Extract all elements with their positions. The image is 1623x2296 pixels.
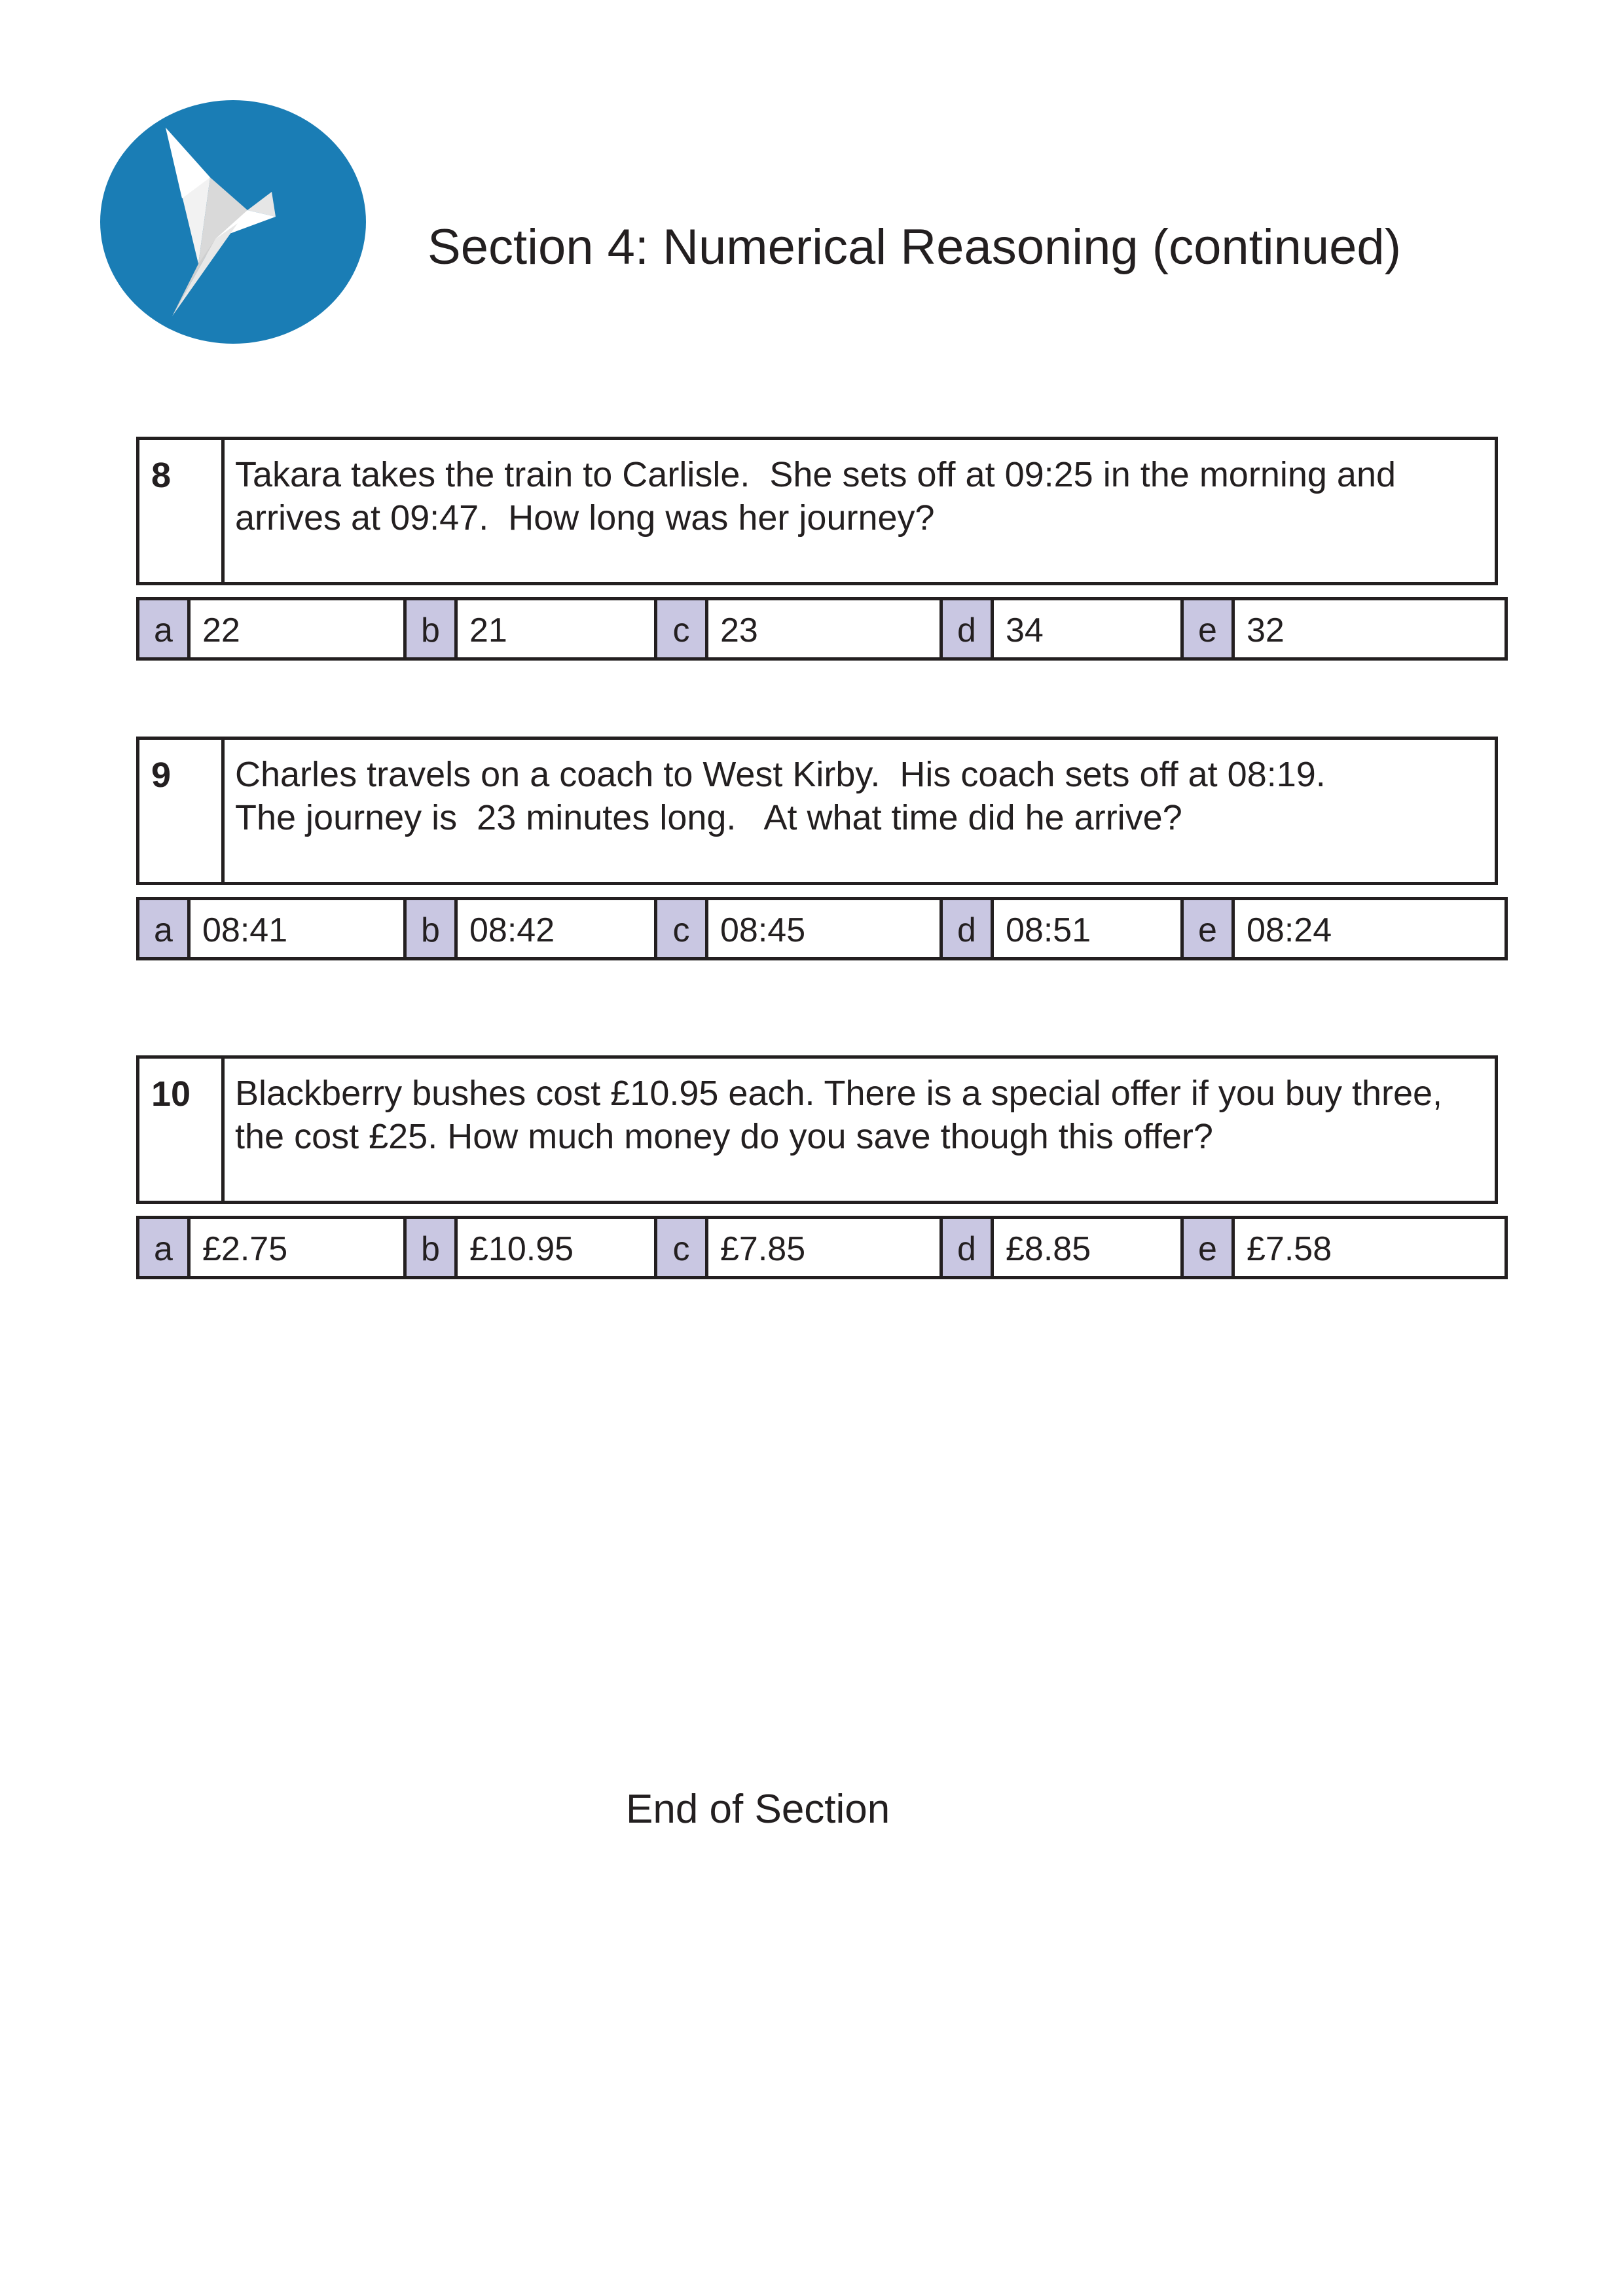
option-letter: e <box>1184 900 1235 957</box>
option-letter: a <box>139 1219 191 1276</box>
option-letter: d <box>943 600 994 657</box>
option-a-answer[interactable]: 08:41 <box>191 900 407 957</box>
question-8-box <box>136 437 1498 585</box>
option-letter: e <box>1184 1219 1235 1276</box>
option-letter: b <box>407 1219 458 1276</box>
option-letter: a <box>139 600 191 657</box>
option-c-answer[interactable]: £7.85 <box>708 1219 943 1276</box>
option-c-answer[interactable]: 23 <box>708 600 943 657</box>
page-title: Section 4: Numerical Reasoning (continued) <box>428 219 1402 275</box>
option-e-answer[interactable]: £7.58 <box>1247 1230 1332 1268</box>
question-text <box>225 440 1495 582</box>
option-letter: b <box>407 900 458 957</box>
question-text-line: Charles travels on a coach to West Kirby. His coach sets off at 08:19. <box>235 755 1326 794</box>
question-number: 10 <box>139 1059 225 1201</box>
end-of-section-text: End of Section <box>626 1787 890 1832</box>
option-letter: d <box>943 900 994 957</box>
logo-icon <box>100 100 366 344</box>
option-e-answer[interactable]: 32 <box>1247 611 1285 649</box>
origami-bird-logo <box>100 100 366 344</box>
question-text <box>225 1059 1495 1201</box>
question-text-line: Blackberry bushes cost £10.95 each. There is a special offer if you buy three, <box>235 1074 1443 1113</box>
option-e-answer[interactable]: 08:24 <box>1247 911 1332 949</box>
question-10-box <box>136 1055 1498 1204</box>
option-letter: c <box>657 1219 708 1276</box>
question-text-line: Takara takes the train to Carlisle. She sets off at 09:25 in the morning and <box>235 455 1396 494</box>
option-a-answer[interactable]: £2.75 <box>191 1219 407 1276</box>
question-8-options <box>136 597 1508 661</box>
option-a-answer[interactable]: 22 <box>191 600 407 657</box>
question-text-line: arrives at 09:47. How long was her journey? <box>235 498 935 538</box>
option-d-answer[interactable]: 08:51 <box>994 900 1184 957</box>
option-b-answer[interactable]: 08:42 <box>458 900 657 957</box>
option-letter: e <box>1184 600 1235 657</box>
option-letter: c <box>657 600 708 657</box>
question-number: 9 <box>139 740 225 882</box>
question-9-box <box>136 737 1498 885</box>
option-letter: d <box>943 1219 994 1276</box>
question-text-line: The journey is 23 minutes long. At what time did he arrive? <box>235 798 1182 837</box>
option-c-answer[interactable]: 08:45 <box>708 900 943 957</box>
option-letter: b <box>407 600 458 657</box>
option-b-answer[interactable]: 21 <box>458 600 657 657</box>
question-10-options <box>136 1216 1508 1279</box>
question-text <box>225 740 1495 882</box>
option-b-answer[interactable]: £10.95 <box>458 1219 657 1276</box>
option-d-answer[interactable]: £8.85 <box>994 1219 1184 1276</box>
question-number: 8 <box>139 440 225 582</box>
option-letter: a <box>139 900 191 957</box>
question-9-options <box>136 897 1508 960</box>
option-letter: c <box>657 900 708 957</box>
option-d-answer[interactable]: 34 <box>994 600 1184 657</box>
question-text-line: the cost £25. How much money do you save though this offer? <box>235 1117 1213 1156</box>
